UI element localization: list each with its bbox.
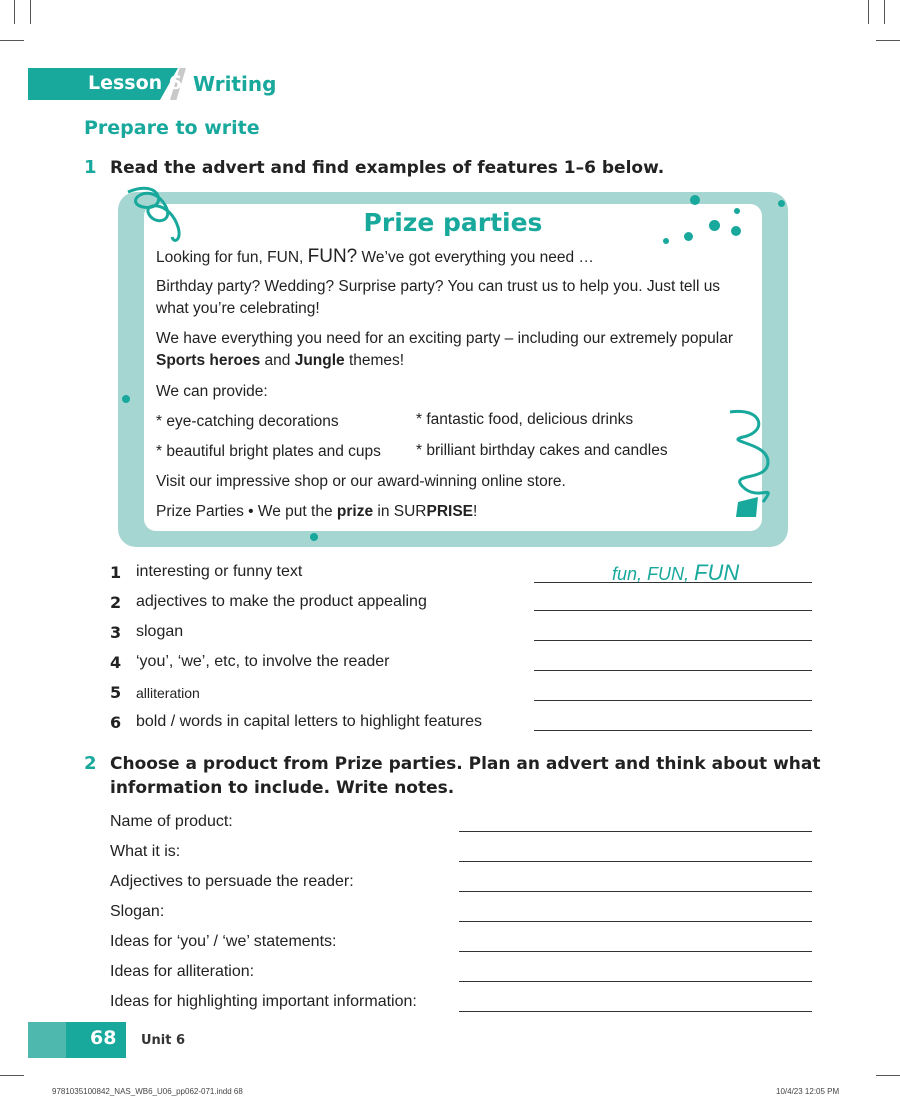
crop-mark [14,0,15,24]
advert-item: * beautiful bright plates and cups [156,443,381,460]
confetti [731,226,741,236]
crop-mark [30,0,31,24]
confetti [310,533,318,541]
confetti [709,220,720,231]
advert-item: * eye-catching decorations [156,413,339,430]
feature-number: 5 [110,683,122,702]
feature-number: 2 [110,593,122,612]
answer-line[interactable] [534,640,812,641]
note-label: Name of product: [110,813,233,830]
note-label: Ideas for highlighting important information: [110,993,417,1010]
answer-line[interactable] [534,730,812,731]
advert-item: * brilliant birthday cakes and candles [416,442,668,459]
confetti [684,232,693,241]
answer-line[interactable] [534,670,812,671]
task-number: 1 [84,157,97,178]
feature-number: 6 [110,713,122,732]
confetti [690,195,700,205]
task-number: 2 [84,753,97,774]
print-slug: 9781035100842_NAS_WB6_U06_pp062-071.indd 68 [52,1087,243,1096]
feature-number: 4 [110,653,122,672]
feature-text: bold / words in capital letters to highlight features [136,713,482,730]
advert-paragraph: We have everything you need for an exciting party – including our extremely popular Sports heroes and Jungle themes! [156,330,733,369]
section-heading: Prepare to write [84,117,260,139]
note-line[interactable] [459,891,812,892]
task-instruction: Choose a product from Prize parties. Plan an advert and think about what [110,754,821,774]
advert-paragraph: Birthday party? Wedding? Surprise party? You can trust us to help you. Just tell us what you’re celebrating! [156,278,721,317]
lesson-label: Lesson 6 [88,72,183,94]
note-label: Ideas for ‘you’ / ‘we’ statements: [110,933,337,950]
crop-mark [0,1075,24,1076]
note-line[interactable] [459,951,812,952]
advert-item: * fantastic food, delicious drinks [416,411,634,428]
feature-text: ‘you’, ‘we’, etc, to involve the reader [136,653,390,670]
advert-slogan: Prize Parties • We put the prize in SURPRISE! [156,503,478,520]
confetti [122,395,130,403]
confetti [734,208,740,214]
note-line[interactable] [459,831,812,832]
advert-title: Prize parties [363,208,543,237]
swirl-decoration [718,402,788,522]
note-line[interactable] [459,981,812,982]
note-line[interactable] [459,861,812,862]
answer-line[interactable] [534,610,812,611]
advert-intro: Looking for fun, FUN, FUN? We’ve got everything you need … [156,246,594,267]
note-label: Slogan: [110,903,165,920]
print-timestamp: 10/4/23 12:05 PM [776,1087,840,1096]
feature-number: 3 [110,623,122,642]
note-label: Adjectives to persuade the reader: [110,873,354,890]
page-number: 68 [90,1027,117,1049]
lesson-topic: Writing [193,72,277,96]
note-line[interactable] [459,1011,812,1012]
crop-mark [884,0,885,24]
feature-number: 1 [110,563,122,582]
task-instruction: Read the advert and find examples of features 1–6 below. [110,158,665,178]
crop-mark [876,1075,900,1076]
advert-visit: Visit our impressive shop or our award-winning online store. [156,473,566,490]
note-label: Ideas for alliteration: [110,963,255,980]
advert-provide: We can provide: [156,383,268,400]
task-instruction: information to include. Write notes. [110,778,455,798]
answer-line[interactable] [534,700,812,701]
crop-mark [868,0,869,24]
crop-mark [876,40,900,41]
example-answer: fun, FUN, FUN [612,560,740,585]
feature-text: adjectives to make the product appealing [136,593,427,610]
feature-text: alliteration [136,685,200,701]
crop-mark [0,40,24,41]
feature-text: slogan [136,623,184,640]
feature-text: interesting or funny text [136,563,303,580]
swirl-decoration [108,182,188,252]
confetti [663,238,669,244]
confetti [778,200,785,207]
unit-label: Unit 6 [141,1033,186,1048]
note-line[interactable] [459,921,812,922]
page-number-tab [28,1022,66,1058]
note-label: What it is: [110,843,181,860]
